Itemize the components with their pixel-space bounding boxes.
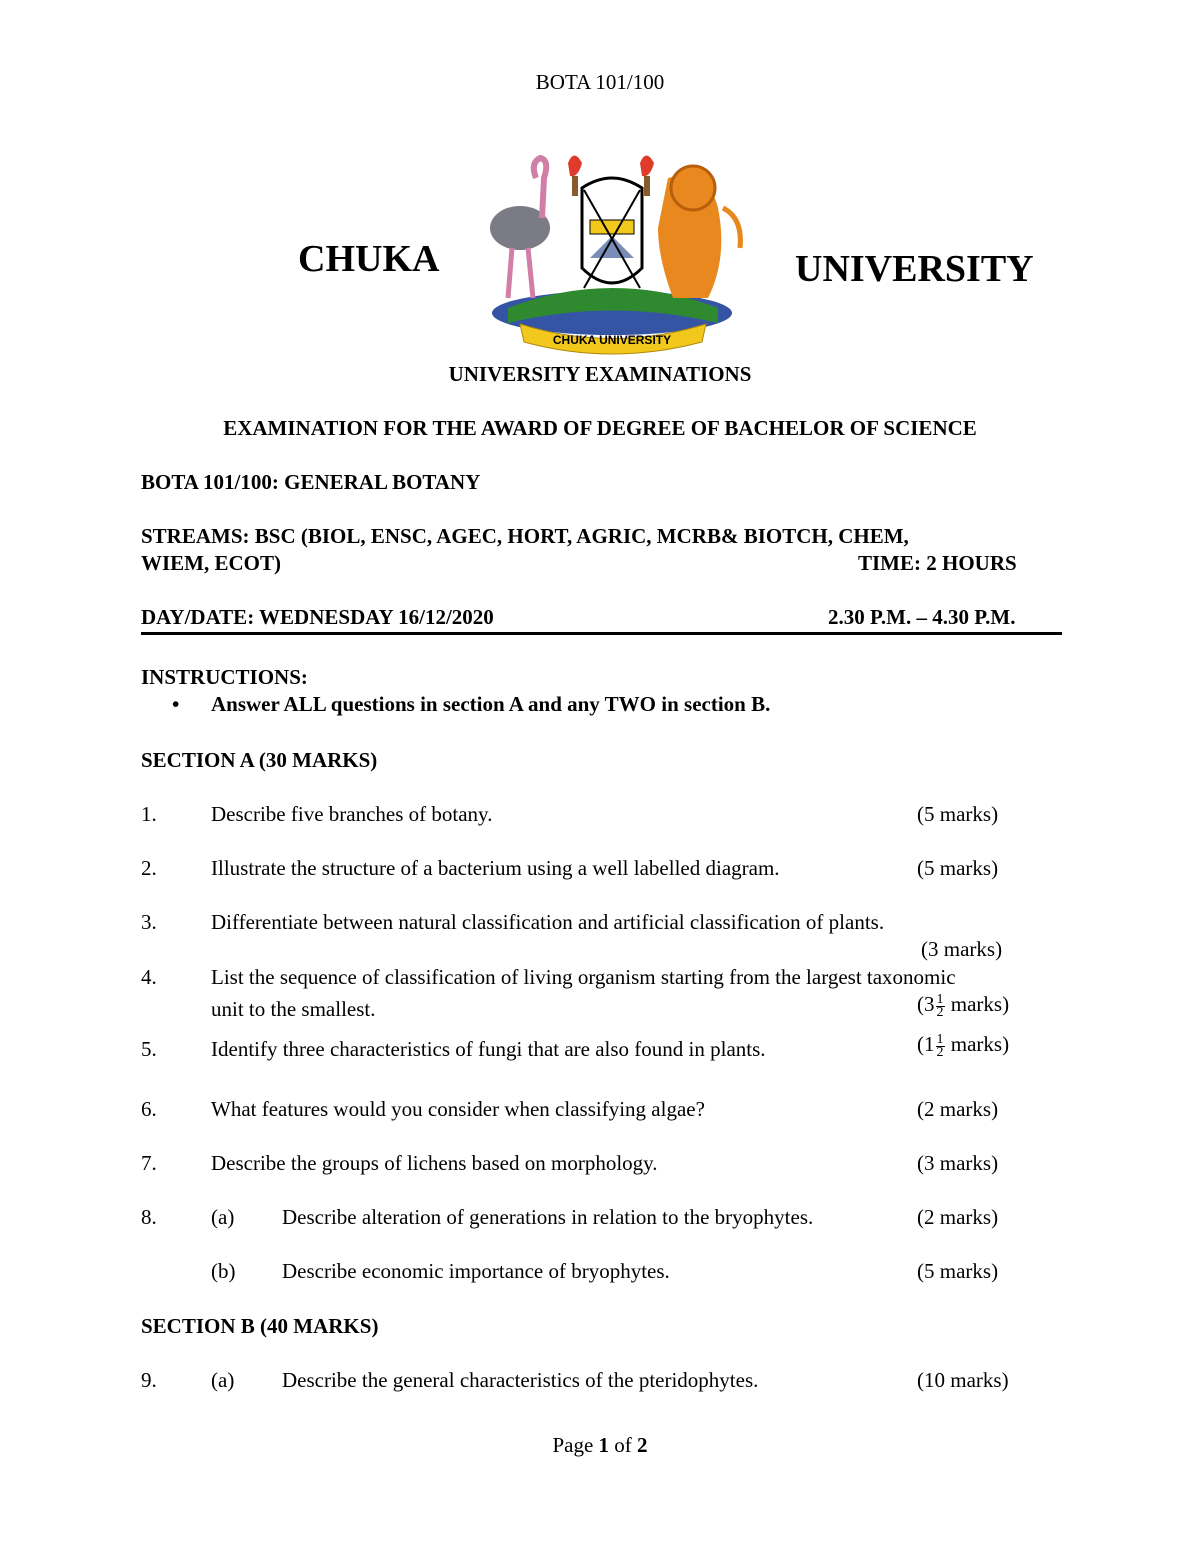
university-crest-logo: [478, 148, 746, 356]
title-exams: UNIVERSITY EXAMINATIONS: [448, 362, 752, 386]
streams-line2: WIEM, ECOT): [141, 551, 282, 575]
streams-line1: STREAMS: BSC (BIOL, ENSC, AGEC, HORT, AGRIC, MCRB& BIOTCH, CHEM,: [141, 524, 909, 548]
q8b-marks: (5 marks): [917, 1259, 999, 1283]
brand-right: UNIVERSITY: [795, 248, 1034, 290]
brand-left: CHUKA: [298, 238, 440, 280]
bullet-icon: •: [172, 692, 180, 716]
q8a-marks: (2 marks): [917, 1205, 999, 1229]
q4-text-line1: List the sequence of classification of living organism starting from the largest taxonomic: [211, 965, 956, 989]
q1-number: 1.: [141, 802, 157, 826]
instructions-title: INSTRUCTIONS:: [141, 665, 308, 689]
exam-time: 2.30 P.M. – 4.30 P.M.: [828, 605, 1016, 629]
q2-marks: (5 marks): [917, 856, 999, 880]
page-footer: Page 1 of 2: [552, 1433, 648, 1457]
section-a-title: SECTION A (30 MARKS): [141, 748, 378, 772]
title-award: EXAMINATION FOR THE AWARD OF DEGREE OF BACHELOR OF SCIENCE: [223, 416, 977, 440]
q4-number: 4.: [141, 965, 157, 989]
q3-text: Differentiate between natural classification and artificial classification of plants.: [211, 910, 885, 934]
q5-text: Identify three characteristics of fungi that are also found in plants.: [211, 1037, 766, 1061]
q5-number: 5.: [141, 1037, 157, 1061]
q9a-marks: (10 marks): [917, 1368, 1009, 1392]
q9a-text: Describe the general characteristics of the pteridophytes.: [282, 1368, 759, 1392]
exam-duration: TIME: 2 HOURS: [858, 551, 1017, 575]
ostrich-icon: [490, 158, 550, 298]
q9-number: 9.: [141, 1368, 157, 1392]
fraction-half: $\frac{1}{2}$: [936, 1031, 944, 1060]
q1-text: Describe five branches of botany.: [211, 802, 493, 826]
shield-icon: [582, 178, 642, 288]
course-title: BOTA 101/100: GENERAL BOTANY: [141, 470, 481, 494]
q8-number: 8.: [141, 1205, 157, 1229]
q1-marks: (5 marks): [917, 802, 999, 826]
fraction-half: $\frac{1}{2}$: [936, 991, 944, 1020]
section-b-title: SECTION B (40 MARKS): [141, 1314, 379, 1338]
exam-day-date: DAY/DATE: WEDNESDAY 16/12/2020: [141, 605, 494, 629]
q7-text: Describe the groups of lichens based on morphology.: [211, 1151, 658, 1175]
q7-number: 7.: [141, 1151, 157, 1175]
lion-icon: [658, 166, 740, 298]
q3-marks: (3 marks): [921, 937, 1003, 961]
q4-marks: (3 $\frac{1}{2}$ marks): [917, 991, 1010, 1020]
q8b-label: (b): [211, 1259, 236, 1283]
page-header: BOTA 101/100: [535, 70, 665, 94]
q6-text: What features would you consider when classifying algae?: [211, 1097, 705, 1121]
q8a-text: Describe alteration of generations in relation to the bryophytes.: [282, 1205, 814, 1229]
crest-banner-text: CHUKA UNIVERSITY: [552, 333, 672, 347]
q8a-label: (a): [211, 1205, 235, 1229]
q3-number: 3.: [141, 910, 157, 934]
q6-number: 6.: [141, 1097, 157, 1121]
q7-marks: (3 marks): [917, 1151, 999, 1175]
q5-marks: (1 $\frac{1}{2}$ marks): [917, 1031, 1010, 1060]
instructions-item: Answer ALL questions in section A and any TWO in section B.: [211, 692, 771, 716]
q9a-label: (a): [211, 1368, 235, 1392]
header-divider: [141, 632, 1062, 635]
q6-marks: (2 marks): [917, 1097, 999, 1121]
q2-number: 2.: [141, 856, 157, 880]
q4-text-line2: unit to the smallest.: [211, 997, 376, 1021]
q8b-text: Describe economic importance of bryophytes.: [282, 1259, 670, 1283]
q2-text: Illustrate the structure of a bacterium using a well labelled diagram.: [211, 856, 780, 880]
